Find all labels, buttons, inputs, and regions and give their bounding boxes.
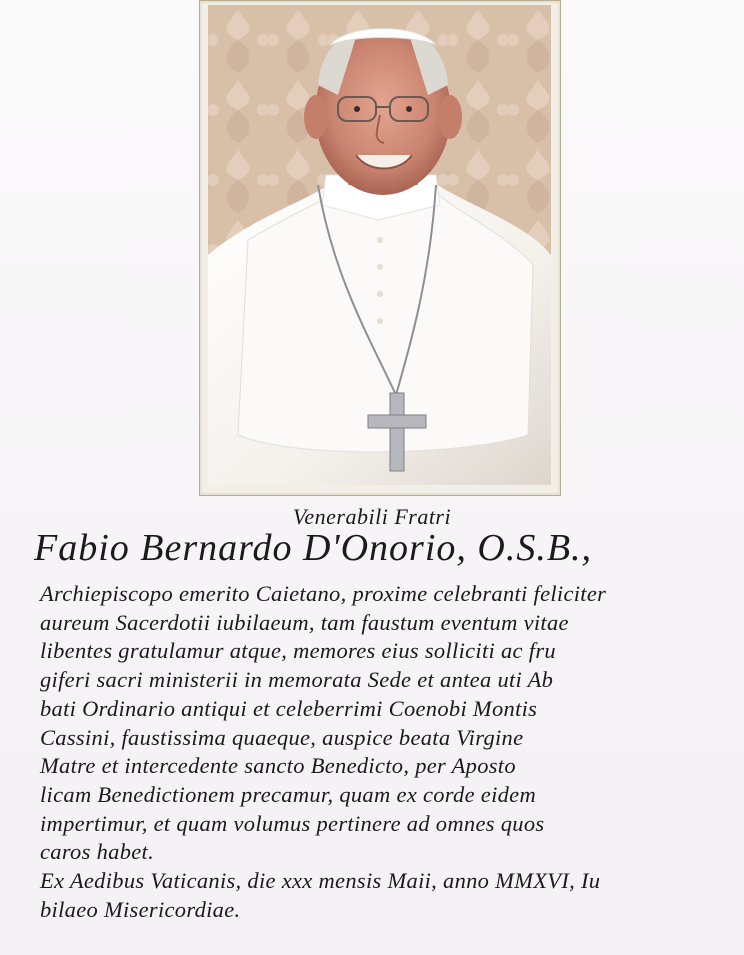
letter-line: impertimur, et quam volumus pertinere ad omnes quos xyxy=(40,810,545,836)
letter-line: aureum Sacerdotii iubilaeum, tam faustum eventum vitae xyxy=(40,609,569,635)
addressee: Fabio Bernardo D'Onorio, O.S.B., xyxy=(34,527,593,569)
letter-line: bati Ordinario antiqui et celeberrimi Coenobi Montis xyxy=(40,695,538,721)
letter-line: bilaeo Misericordiae. xyxy=(40,896,241,922)
photo-frame xyxy=(199,0,561,496)
letter-line: Cassini, faustissima quaeque, auspice beata Virgine xyxy=(40,724,524,750)
letter-line: licam Benedictionem precamur, quam ex corde eidem xyxy=(40,781,536,807)
letter-line: Archiepiscopo emerito Caietano, proxime celebranti feliciter xyxy=(40,581,607,606)
letter-line: caros habet. xyxy=(40,839,155,865)
letter-line: Matre et intercedente sancto Benedicto, per Aposto xyxy=(40,753,516,779)
letter-line: libentes gratulamur atque, memores eius solliciti ac fru xyxy=(40,638,556,664)
letter-line: Ex Aedibus Vaticanis, die xxx mensis Maii, anno MMXVI, Iu xyxy=(40,868,601,894)
letter-line: giferi sacri ministerii in memorata Sede et antea uti Ab xyxy=(40,667,554,693)
letter xyxy=(0,498,744,955)
letter-body xyxy=(40,580,730,924)
salutation: Venerabili Fratri xyxy=(292,504,452,529)
portrait-photo xyxy=(208,5,551,485)
